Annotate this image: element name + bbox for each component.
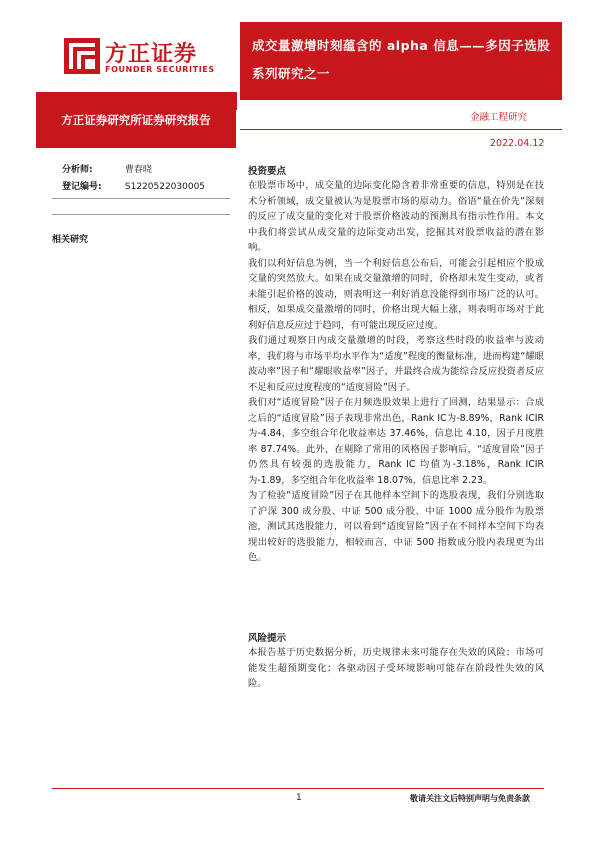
- report-title: 成交量激增时刻蕴含的 alpha 信息——多因子选股系列研究之一: [252, 38, 551, 81]
- highlights-body: [248, 178, 544, 566]
- report-date: 2022.04.12: [490, 138, 545, 149]
- divider: [236, 92, 237, 110]
- disclaimer-notice: 敬请关注文后特别声明与免责条款: [410, 794, 530, 803]
- risk-heading: 风险提示: [248, 633, 287, 644]
- logo-english-text: FOUNDER SECURITIES: [105, 65, 215, 74]
- brand-label: 方正证券研究所证券研究报告: [61, 113, 211, 127]
- sidebar-divider: [52, 198, 230, 199]
- risk-body: [248, 645, 544, 692]
- registration-number: S1220522030005: [124, 182, 206, 192]
- analyst-name: 曹春晓: [124, 165, 152, 175]
- highlights-heading: 投资要点: [248, 166, 287, 177]
- sidebar-divider: [52, 214, 230, 215]
- brand-banner: [36, 92, 236, 148]
- logo-text: 方正证券: [105, 42, 198, 67]
- founder-logo-icon: [64, 38, 100, 74]
- risk-text: 本报告基于历史数据分析，历史规律未来可能存在失效的风险；市场可能发生超预期变化；各驱动因子受环境影响可能存在阶段性失效的风险。: [248, 647, 544, 689]
- logo-area: [0, 0, 240, 92]
- footer-divider: [52, 788, 544, 789]
- paragraph: 我们通过观察日内成交量激增的时段，考察这些时段的收益率与波动率，我们将与市场平均水平作为“适度”程度的衡量标准，进而构建“耀眼波动率”因子和“耀眼收益率”因子，并最终合成为能综合反应投资者反应不足和反应过度程度的“适度冒险”因子。: [248, 335, 544, 393]
- paragraph: 为了检验“适度冒险”因子在其他样本空间下的选股表现，我们分别选取了沪深 300 成分股、中证 500 成分股、中证 1000 成分股作为股票池，测试其选股能力，可以看到“适度冒险”因子在不同样本空间下均表现出较好的选股能力，相较而言，中证 500 指数成分股内表现更为出色。: [248, 490, 544, 563]
- paragraph: 我们以利好信息为例，当一个利好信息公布后，可能会引起相应个股成交量的突然放大。如果在成交量激增的同时，价格却未发生变动，或者未能引起价格的波动，则表明这一利好消息没能得到市场广泛的认可。相反，如果成交量激增的同时，价格出现大幅上涨，则表明市场对于此利好信息反应过于趋同，有可能出现反应过度。: [248, 257, 544, 331]
- page-number: 1: [296, 793, 302, 803]
- paragraph: 在股票市场中，成交量的边际变化隐含着非常重要的信息，特别是在技术分析领域，成交量被认为是股票市场的原动力。俗语“量在价先”深刻的反应了成交量的变化对于股票价格波动的预测具有指示性作用。本文中我们将尝试从成交量的边际变动出发，挖掘其对股票收益的潜在影响。: [248, 180, 544, 253]
- report-title-banner: [240, 22, 562, 100]
- related-research-heading: 相关研究: [52, 235, 89, 245]
- analyst-info: [62, 162, 205, 196]
- report-category: 金融工程研究: [470, 112, 528, 123]
- analyst-label: 分析师:: [62, 165, 93, 175]
- registration-label: 登记编号:: [62, 182, 102, 192]
- category-divider: [240, 129, 562, 130]
- paragraph: 我们对“适度冒险”因子在月频选股效果上进行了回测，结果显示：合成之后的“适度冒险”因子表现非常出色，Rank IC为-8.89%，Rank ICIR为-4.84，多空组合年化收益率达 37.46%，信息比 4.10，因子月度胜率 87.74%。此外，在剔除了常用的风格因子影响后，“适度冒险”因子仍然具有较强的选股能力，Rank IC 均值为-3.18%，Rank ICIR 为-1.89，多空组合年化收益率 18.07%，信息比率 2.23。: [248, 397, 544, 486]
